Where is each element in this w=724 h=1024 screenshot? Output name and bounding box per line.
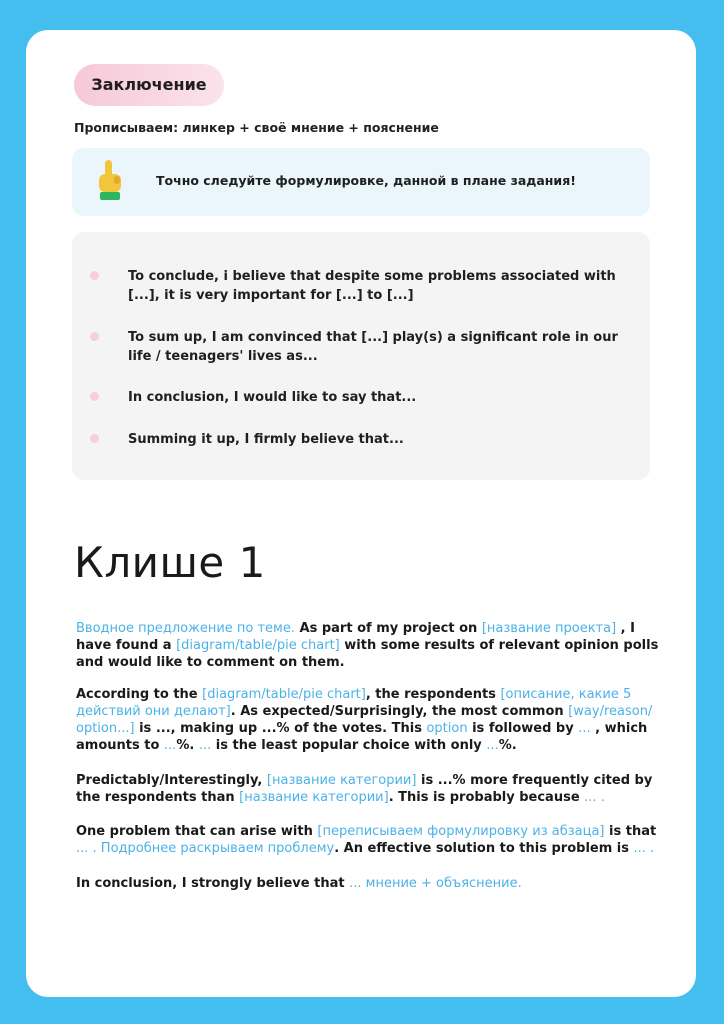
linker-text: Summing it up, I firmly believe that...: [128, 432, 404, 447]
bullet-dot: [90, 332, 99, 341]
section-subtitle: Прописываем: линкер + своё мнение + пояснение: [74, 120, 439, 135]
worksheet-page: [26, 30, 696, 997]
cliche-paragraph-comparison: Predictably/Interestingly, [название категории] is ...% more frequently cited by the respondents than [название категории]. This is probably because ... .: [76, 773, 653, 805]
page-title: Клише 1: [74, 538, 266, 587]
cliche-paragraph-overview: According to the [diagram/table/pie chart], the respondents [описание, какие 5 действий они делают]. As expected/Surprisingly, the most common [way/reason/ option...] is ..., making up ...% of the votes. This option is followed by ... , which amounts to ...%. ... is the least popular choice with only ...%.: [76, 687, 653, 753]
linker-text: To conclude, i believe that despite some problems associated with [...], it is very important for [...] to [...]: [128, 269, 616, 303]
cliche-paragraph-intro: Вводное предложение по теме. As part of my project on [название проекта] , I have found a [diagram/table/pie chart] with some results of relevant opinion polls and would like to comment on them.: [76, 621, 659, 670]
linker-text: To sum up, I am convinced that [...] play(s) a significant role in our life / teenagers' lives as...: [128, 330, 618, 364]
linker-list: [72, 232, 650, 480]
cliche-paragraph-conclusion: In conclusion, I strongly believe that ... мнение + объяснение.: [76, 876, 522, 891]
bullet-dot: [90, 392, 99, 401]
tip-box: [72, 148, 650, 216]
cliche-paragraph-problem: One problem that can arise with [переписываем формулировку из абзаца] is that ... . Подробнее раскрываем проблему. An effective solution to this problem is ... .: [76, 824, 657, 856]
section-badge: Заключение: [74, 64, 224, 106]
bullet-dot: [90, 271, 99, 280]
bullet-dot: [90, 434, 99, 443]
linker-text: In conclusion, I would like to say that...: [128, 390, 417, 405]
pointing-up-hand-icon: [94, 158, 126, 204]
tip-text: Точно следуйте формулировке, данной в плане задания!: [156, 173, 576, 188]
